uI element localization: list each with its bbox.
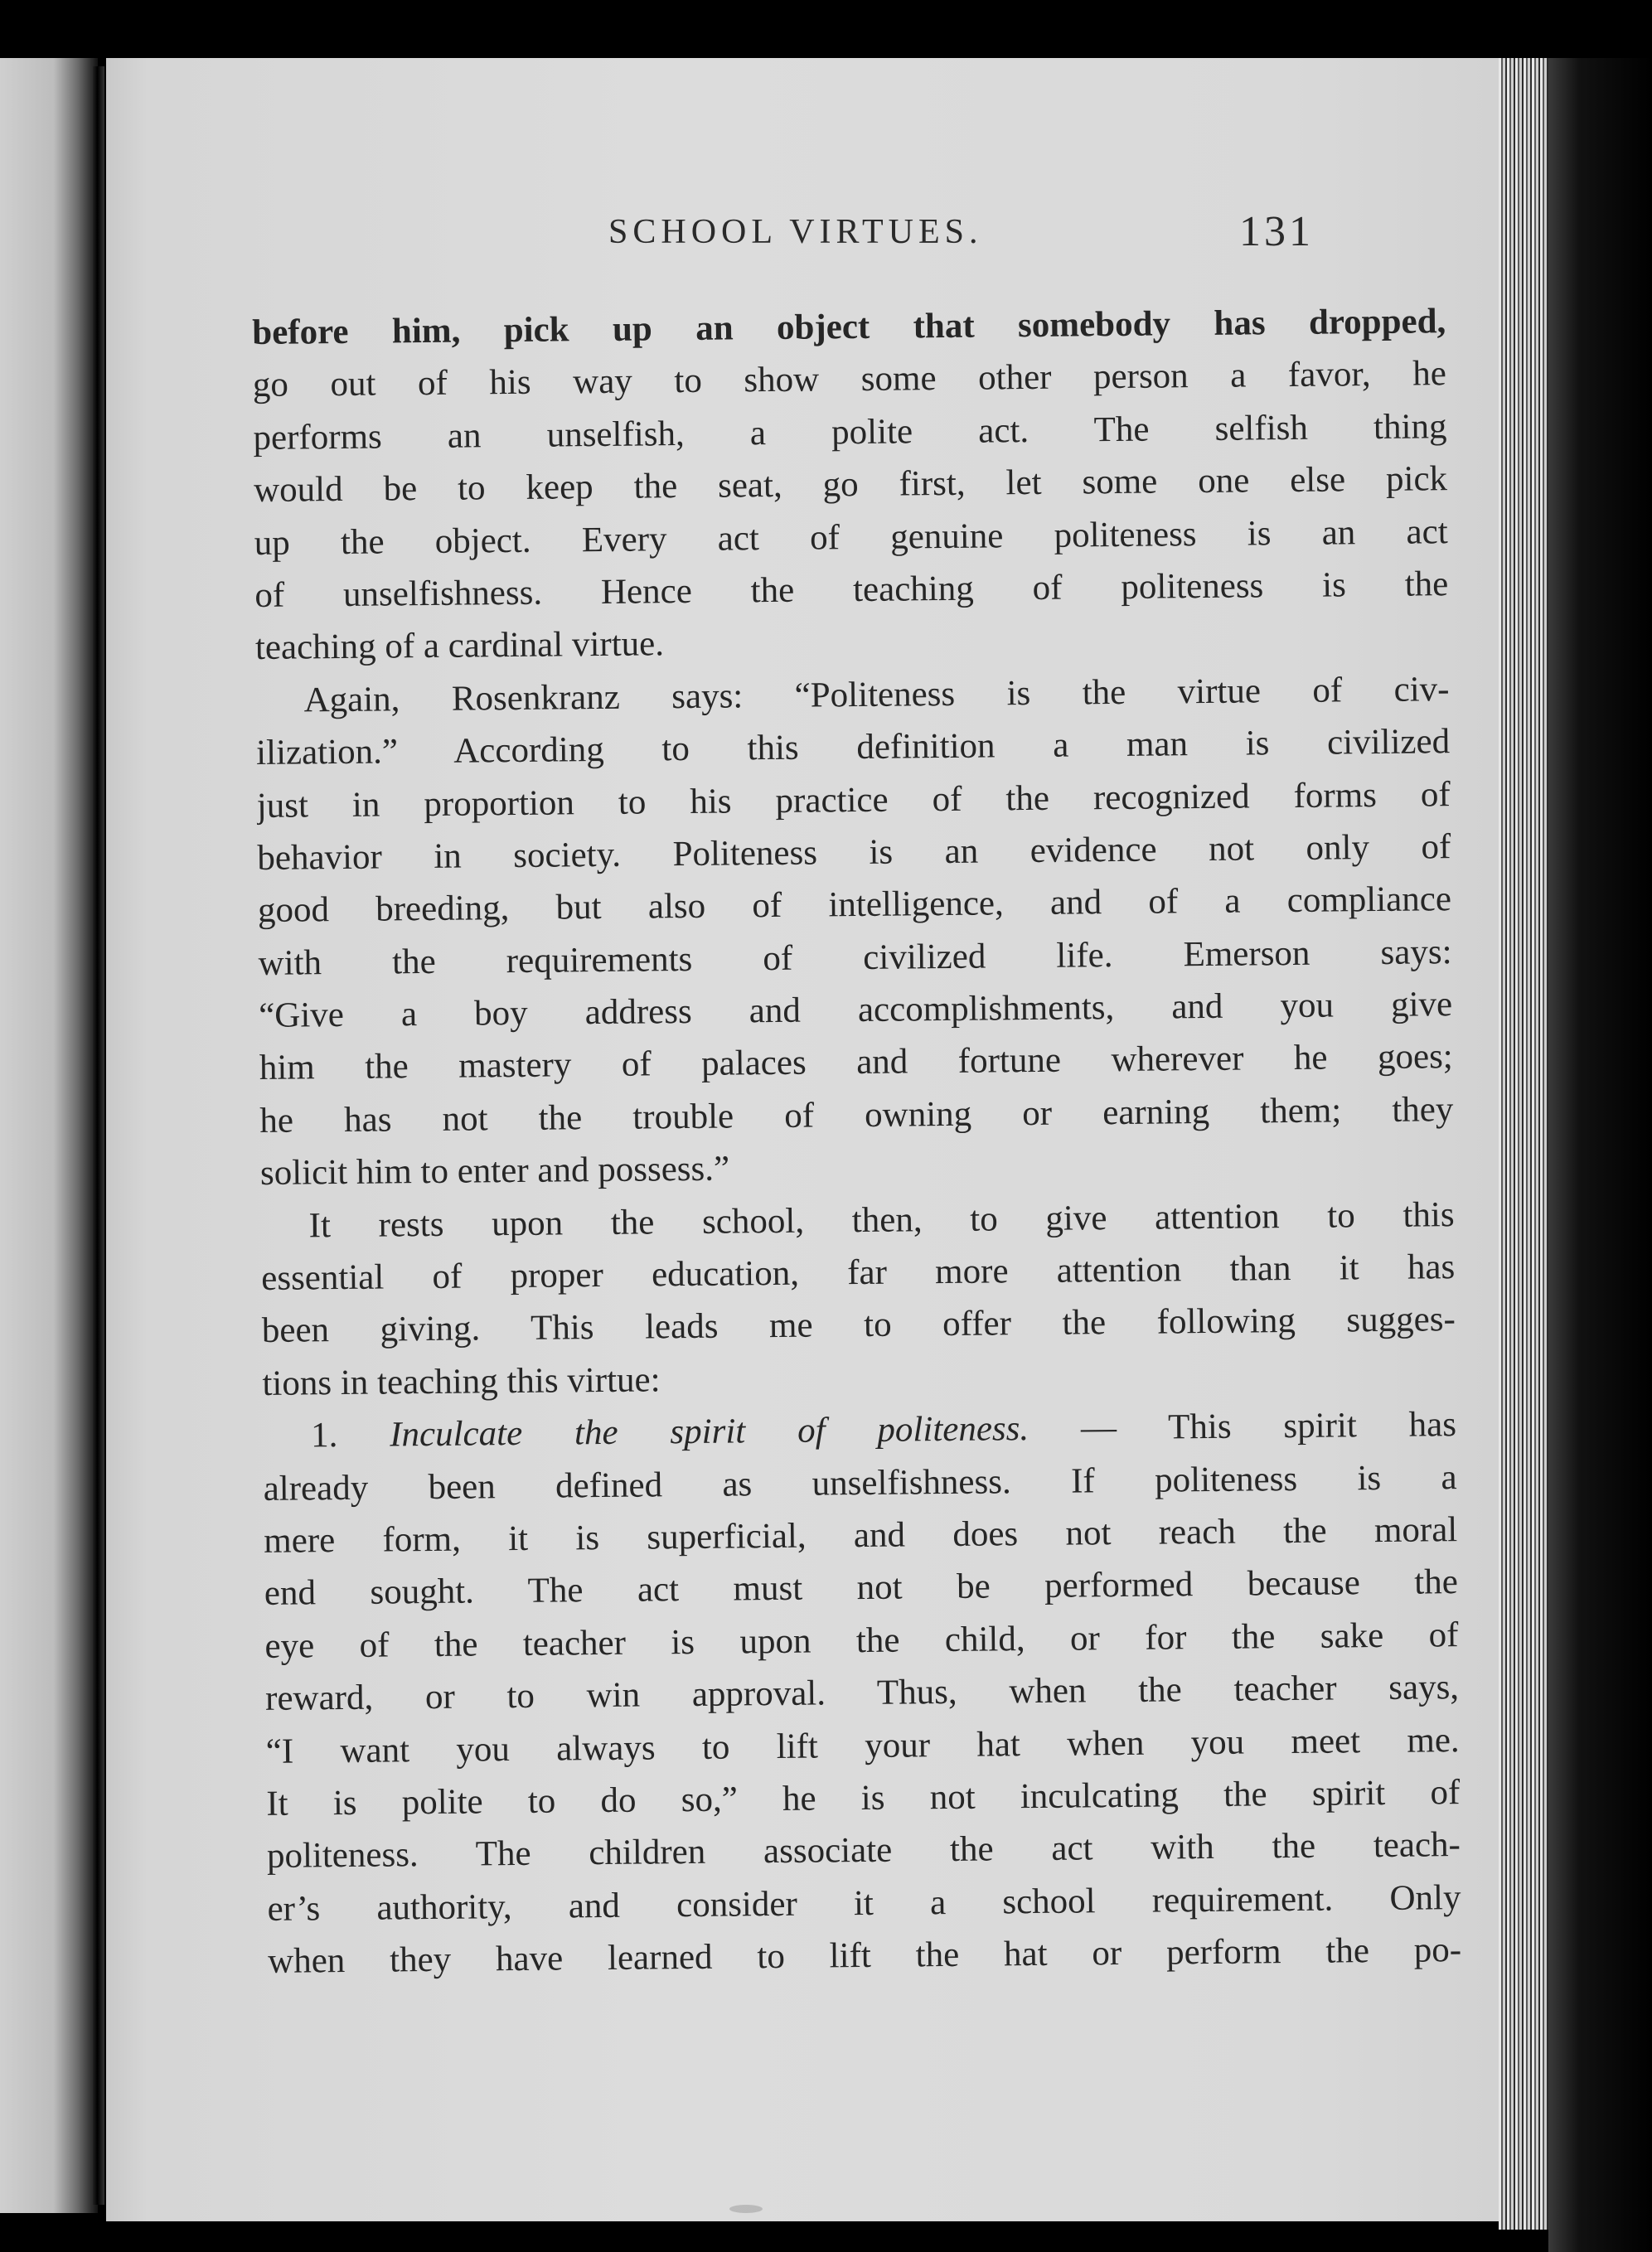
text-line: reward, or to win approval. Thus, when the teacher says, xyxy=(264,1668,1460,1719)
text-line: just in proportion to his practice of the recognized forms of xyxy=(256,774,1451,826)
text-line: with the requirements of civilized life. Emerson says: xyxy=(258,932,1452,983)
text-line: would be to keep the seat, go first, let some one else pick xyxy=(253,459,1448,511)
text-line: mere form, it is superficial, and does not reach the moral xyxy=(264,1510,1458,1561)
item-heading: Inculcate the spirit of politeness. xyxy=(389,1409,1029,1455)
page-header xyxy=(106,207,1499,265)
text-line: “I want you always to lift your hat when you meet me. xyxy=(265,1720,1460,1771)
text-line: er’s authority, and consider it a school requirement. Only xyxy=(267,1877,1461,1929)
text-line: tions in teaching this virtue: xyxy=(262,1360,661,1403)
text-line: It is polite to do so,” he is not inculcating the spirit of xyxy=(266,1773,1461,1823)
running-head: SCHOOL VIRTUES. xyxy=(608,213,983,251)
text-line: ilization.” According to this definition a man is civilized xyxy=(255,722,1451,773)
text-line: behavior in society. Politeness is an evidence not only of xyxy=(257,827,1451,878)
item-number: 1. xyxy=(310,1416,338,1455)
text-line: up the object. Every act of genuine politeness is an act xyxy=(254,511,1448,563)
left-page-edge xyxy=(0,58,98,2213)
text-line: when they have learned to lift the hat or perform the po- xyxy=(267,1930,1462,1982)
text-line: Again, Rosenkranz says: “Politeness is the virtue of civ- xyxy=(303,669,1450,720)
text-line: he has not the trouble of owning or earning them; they xyxy=(259,1089,1454,1141)
right-page-edges xyxy=(1499,58,1548,2230)
book-page xyxy=(106,58,1499,2221)
text-line: end sought. The act must not be performed because the xyxy=(264,1562,1459,1614)
text-line: politeness. The children associate the act with the teach- xyxy=(266,1825,1461,1877)
text-line: performs an unselfish, a polite act. The selfish thing xyxy=(253,406,1447,458)
scan-border-right xyxy=(1548,58,1652,2252)
text-line: already been defined as unselfishness. If politeness is a xyxy=(263,1457,1457,1509)
scan-smudge xyxy=(729,2205,763,2213)
text-line: essential of proper education, far more attention than it has xyxy=(261,1247,1456,1298)
text-line: before him, pick up an object that somebody has dropped, xyxy=(252,302,1446,352)
page-number: 131 xyxy=(1239,208,1314,255)
text-line: teaching of a cardinal virtue. xyxy=(254,624,665,668)
text-line: It rests upon the school, then, to give attention to this xyxy=(308,1194,1455,1246)
text-line: solicit him to enter and possess.” xyxy=(259,1149,730,1194)
text-line: him the mastery of palaces and fortune wherever he goes; xyxy=(259,1037,1453,1088)
text-line: of unselfishness. Hence the teaching of politeness is the xyxy=(254,564,1449,615)
item-text: — This spirit has xyxy=(1080,1405,1457,1448)
text-line: eye of the teacher is upon the child, or for the sake of xyxy=(264,1615,1459,1666)
text-line: go out of his way to show some other person a favor, he xyxy=(252,354,1447,405)
gutter xyxy=(93,66,104,2205)
body-text xyxy=(252,295,1461,1988)
text-line: good breeding, but also of intelligence, and of a compliance xyxy=(257,879,1452,931)
text-line: been giving. This leads me to offer the following sugges- xyxy=(261,1300,1456,1351)
text-line: “Give a boy address and accomplishments, and you give xyxy=(258,985,1453,1036)
